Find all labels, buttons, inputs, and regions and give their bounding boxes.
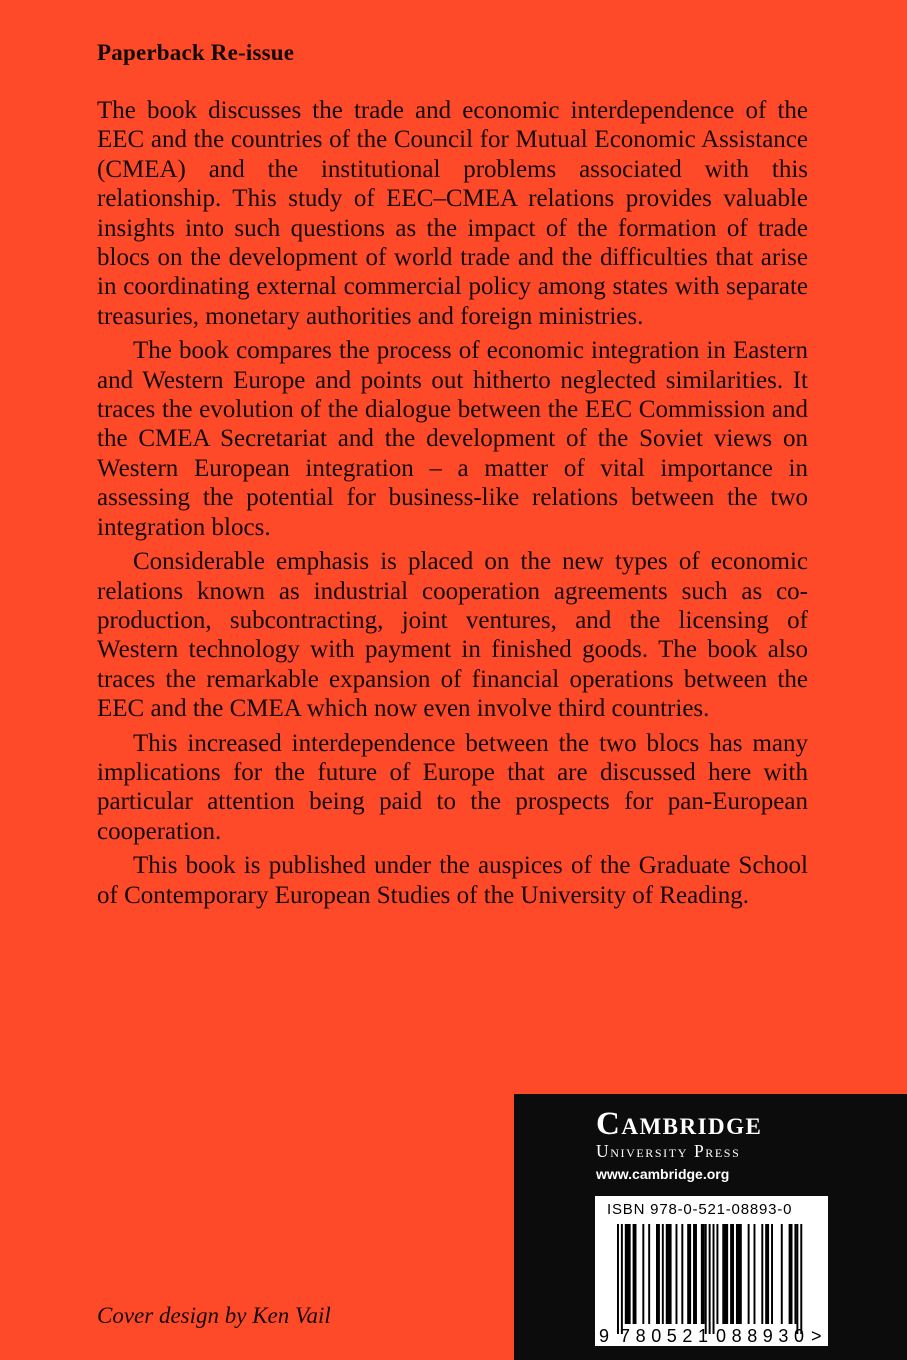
barcode-bar bbox=[765, 1224, 769, 1324]
barcode-end-mark: > bbox=[811, 1326, 822, 1346]
barcode-bar bbox=[656, 1224, 660, 1324]
barcode-bar bbox=[709, 1224, 711, 1334]
barcode-bar bbox=[662, 1224, 664, 1324]
paragraph-2: The book compares the process of economic integration in Eastern and Western Europe and points out hitherto neglected similarities. It traces the evolution of the dialogue between the EEC Commission and the CMEA Secretariat and the development of the Soviet views on Western European integration – a matter of vital importance in assessing the potential for business-like relations between the two integration blocs. bbox=[97, 337, 808, 541]
barcode-bar bbox=[789, 1224, 793, 1324]
barcode-bar bbox=[796, 1224, 798, 1334]
barcode-bar bbox=[754, 1224, 756, 1324]
section-heading: Paperback Re-issue bbox=[97, 40, 295, 65]
barcode-bar bbox=[648, 1224, 650, 1324]
paragraph-1: The book discusses the trade and economic interdependence of the EEC and the countries of the Council for Mutual Economic Assistance (CMEA) and the institutional problems associated with this relationship. This study of EEC–CMEA relations provides valuable insights into such questions as the impact of the formation of trade blocs on the development of world trade and the difficulties that arise in coordinating external commercial policy among states with separate treasuries, monetary authorities and foreign ministries. bbox=[97, 97, 808, 330]
barcode-bar bbox=[693, 1224, 697, 1324]
barcode-bar bbox=[761, 1224, 763, 1324]
barcode-right-digits: 088930 bbox=[716, 1326, 804, 1346]
barcode-bar bbox=[687, 1224, 691, 1324]
paragraph-5: This book is published under the auspices of the Graduate School of Contemporary European Studies of the University of Reading. bbox=[97, 852, 808, 909]
barcode-bar bbox=[621, 1224, 623, 1334]
barcode-left-digits: 780521 bbox=[620, 1326, 708, 1346]
isbn-label: ISBN 978-0-521-08893-0 bbox=[607, 1201, 793, 1218]
barcode-digits bbox=[595, 1324, 828, 1346]
barcode-bar bbox=[625, 1224, 631, 1324]
paragraph-4: This increased interdependence between the two blocs has many implications for the future of Europe that are discussed here with particular attention being paid to the prospects for pan-European cooperation. bbox=[97, 729, 808, 845]
barcode-bar bbox=[800, 1224, 802, 1334]
barcode-bar bbox=[736, 1224, 742, 1324]
barcode-bar bbox=[617, 1224, 619, 1334]
barcode-bar bbox=[633, 1224, 637, 1324]
publisher-block bbox=[514, 1094, 907, 1360]
barcode-bar bbox=[701, 1224, 705, 1324]
barcode-bar bbox=[771, 1224, 773, 1324]
barcode-box bbox=[595, 1196, 828, 1346]
barcode-bar bbox=[716, 1224, 718, 1324]
publisher-subtitle: University Press bbox=[596, 1141, 741, 1161]
publisher-url: www.cambridge.org bbox=[596, 1166, 730, 1182]
publisher-name: Cambridge bbox=[596, 1106, 763, 1142]
paragraph-3: Considerable emphasis is placed on the new types of economic relations known as industrial cooperation agreements such as co-production, subcontracting, joint ventures, and the licensing of Western technology with payment in finished goods. The book also traces the remarkable expansion of financial operations between the EEC and the CMEA which now even involve third countries. bbox=[97, 548, 808, 723]
barcode-bar bbox=[642, 1224, 644, 1324]
cover-design-credit: Cover design by Ken Vail bbox=[97, 1303, 331, 1328]
barcode-bar bbox=[781, 1224, 783, 1324]
blurb-text bbox=[97, 96, 808, 910]
barcode-bar bbox=[794, 1224, 796, 1324]
barcode-bar bbox=[722, 1224, 728, 1324]
barcode-bar bbox=[666, 1224, 672, 1324]
barcode-bar bbox=[713, 1224, 715, 1334]
barcode-bar bbox=[705, 1224, 707, 1334]
barcode-first-digit: 9 bbox=[599, 1326, 610, 1346]
barcode-bar bbox=[681, 1224, 683, 1324]
barcode-bar bbox=[748, 1224, 750, 1324]
barcode-bar bbox=[676, 1224, 678, 1324]
barcode-bar bbox=[730, 1224, 734, 1324]
